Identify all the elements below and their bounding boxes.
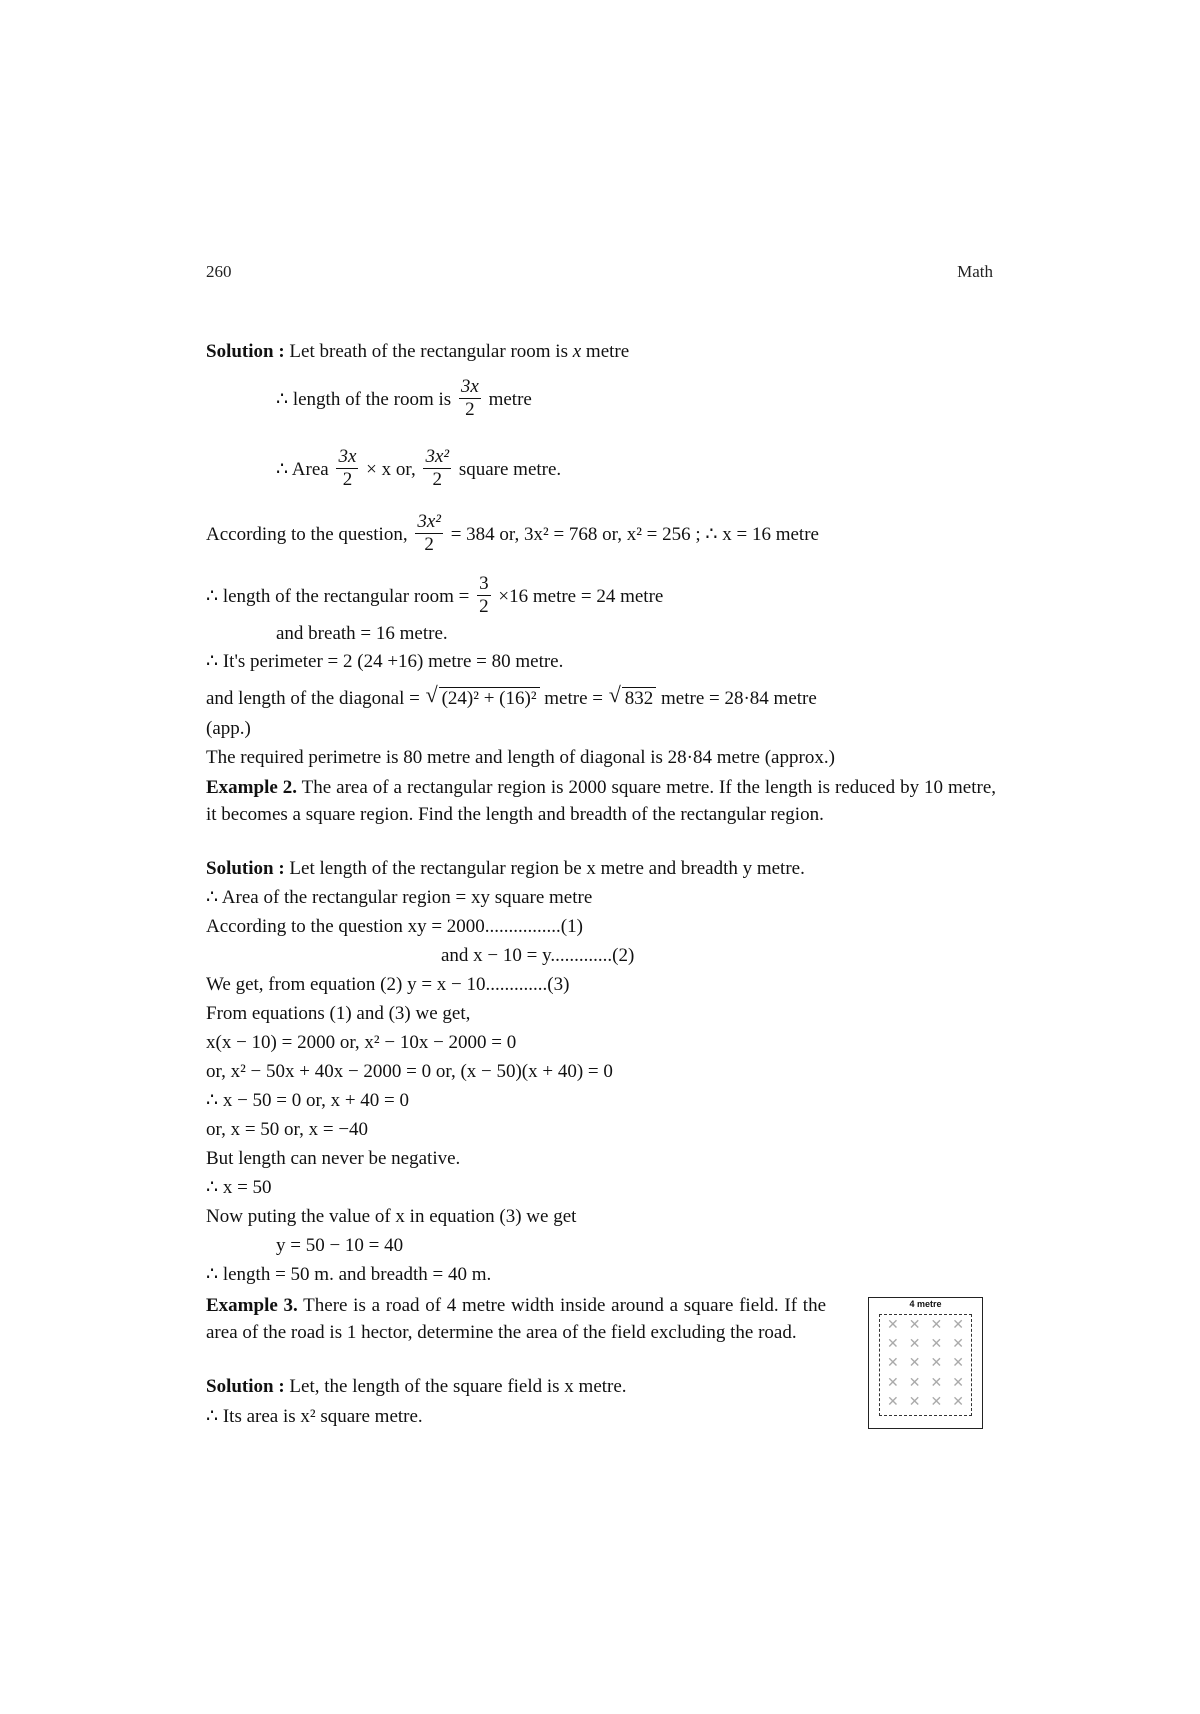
solution-line-9: (app.) — [206, 718, 251, 739]
solution-line-8 — [206, 687, 817, 710]
example-3-title: Example 3. — [206, 1295, 298, 1316]
ex2-line-14: y = 50 − 10 = 40 — [276, 1235, 404, 1256]
ex2-line-13: Now puting the value of x in equation (3) we get — [206, 1206, 577, 1227]
ex2-line-10: or, x = 50 or, x = −40 — [206, 1119, 369, 1140]
field-inner-boundary — [879, 1314, 972, 1416]
solution-line-6: and breath = 16 metre. — [276, 623, 448, 644]
fraction — [477, 573, 491, 618]
example-3-text: There is a road of 4 metre width inside around a square field. If the area of the road is 1 hector, determine the area of the field excluding the road. — [206, 1295, 827, 1343]
denominator: 2 — [465, 399, 475, 420]
fraction — [336, 446, 358, 491]
solution-label: Solution : — [206, 858, 290, 879]
example-2-title: Example 2. — [206, 777, 298, 798]
text: Let breath of the rectangular room is — [289, 341, 573, 362]
text: × x or, — [366, 458, 421, 480]
ex2-line-2: ∴ Area of the rectangular region = xy square metre — [206, 887, 593, 908]
text: ∴ length of the room is — [276, 388, 456, 410]
text: Let length of the rectangular region be x metre and breadth y metre. — [289, 858, 805, 879]
denominator: 2 — [424, 534, 434, 555]
example-2 — [206, 774, 996, 828]
ex2-line-5: We get, from equation (2) y = x − 10.............(3) — [206, 974, 570, 995]
square-field-figure — [868, 1297, 983, 1429]
text: metre — [581, 341, 630, 362]
ex2-line-6: From equations (1) and (3) we get, — [206, 1003, 471, 1024]
solution-line-3 — [276, 448, 561, 493]
figure-label: 4 metre — [909, 1299, 942, 1309]
example-3 — [206, 1292, 826, 1346]
ex3-solution-1 — [206, 1376, 627, 1398]
ex2-line-12: ∴ x = 50 — [206, 1177, 272, 1198]
solution-conclusion: The required perimetre is 80 metre and length of diagonal is 28·84 metre (approx.) — [206, 747, 835, 768]
var: x — [572, 341, 582, 362]
solution-line-4 — [206, 513, 819, 558]
text: square metre. — [458, 458, 562, 480]
ex2-line-4: and x − 10 = y.............(2) — [441, 945, 635, 966]
numerator: 3 — [479, 573, 489, 594]
ex2-line-11: But length can never be negative. — [206, 1148, 461, 1169]
numerator: 3x² — [417, 511, 441, 532]
subject-title: Math — [957, 262, 993, 281]
text: = 384 or, 3x² = 768 or, x² = 256 ; ∴ x = 16 metre — [450, 523, 819, 545]
text: metre = 28·84 metre — [661, 688, 817, 709]
text: Let, the length of the square field is x metre. — [289, 1376, 627, 1397]
sqrt: √ 832 — [622, 687, 657, 710]
text: According to the question, — [206, 523, 413, 545]
text: and length of the diagonal = — [206, 688, 425, 709]
numerator: 3x — [460, 376, 479, 397]
denominator: 2 — [432, 469, 443, 490]
solution-label: Solution : — [206, 341, 290, 362]
text: metre — [488, 388, 532, 410]
fraction — [415, 511, 443, 556]
example-2-text: The area of a rectangular region is 2000 square metre. If the length is reduced by 10 metre, it becomes a square region. Find the length and breadth of the rectangular region. — [206, 777, 997, 825]
fraction — [423, 446, 451, 491]
fraction — [459, 376, 481, 421]
text: ×16 metre = 24 metre — [498, 585, 664, 607]
ex2-line-9: ∴ x − 50 = 0 or, x + 40 = 0 — [206, 1090, 410, 1111]
solution-line-2 — [276, 378, 532, 423]
ex2-line-15: ∴ length = 50 m. and breadth = 40 m. — [206, 1264, 492, 1285]
page-number: 260 — [206, 262, 232, 281]
solution-line-7: ∴ It's perimeter = 2 (24 +16) metre = 80 metre. — [206, 651, 564, 672]
text: metre = — [544, 688, 608, 709]
denominator: 2 — [342, 469, 353, 490]
ex2-line-8: or, x² − 50x + 40x − 2000 = 0 or, (x − 50)(x + 40) = 0 — [206, 1061, 613, 1082]
numerator: 3x — [338, 446, 357, 467]
sqrt: √ (24)² + (16)² — [439, 687, 540, 710]
solution-line-1 — [206, 341, 629, 363]
ex3-line-2: ∴ Its area is x² square metre. — [206, 1406, 423, 1427]
field-hatch: ✕ ✕ ✕ ✕ ✕ ✕ ✕ ✕ ✕ ✕ ✕ ✕ ✕ ✕ ✕ ✕ ✕ ✕ ✕ ✕ — [887, 1318, 964, 1410]
text: ∴ Area — [276, 458, 334, 480]
ex2-line-3: According to the question xy = 2000................(1) — [206, 916, 583, 937]
numerator: 3x² — [425, 446, 450, 467]
solution-line-5 — [206, 575, 663, 620]
solution-label: Solution : — [206, 1376, 290, 1397]
ex2-line-7: x(x − 10) = 2000 or, x² − 10x − 2000 = 0 — [206, 1032, 517, 1053]
denominator: 2 — [479, 596, 489, 617]
text: ∴ length of the rectangular room = — [206, 585, 475, 607]
ex2-solution-1 — [206, 858, 805, 880]
